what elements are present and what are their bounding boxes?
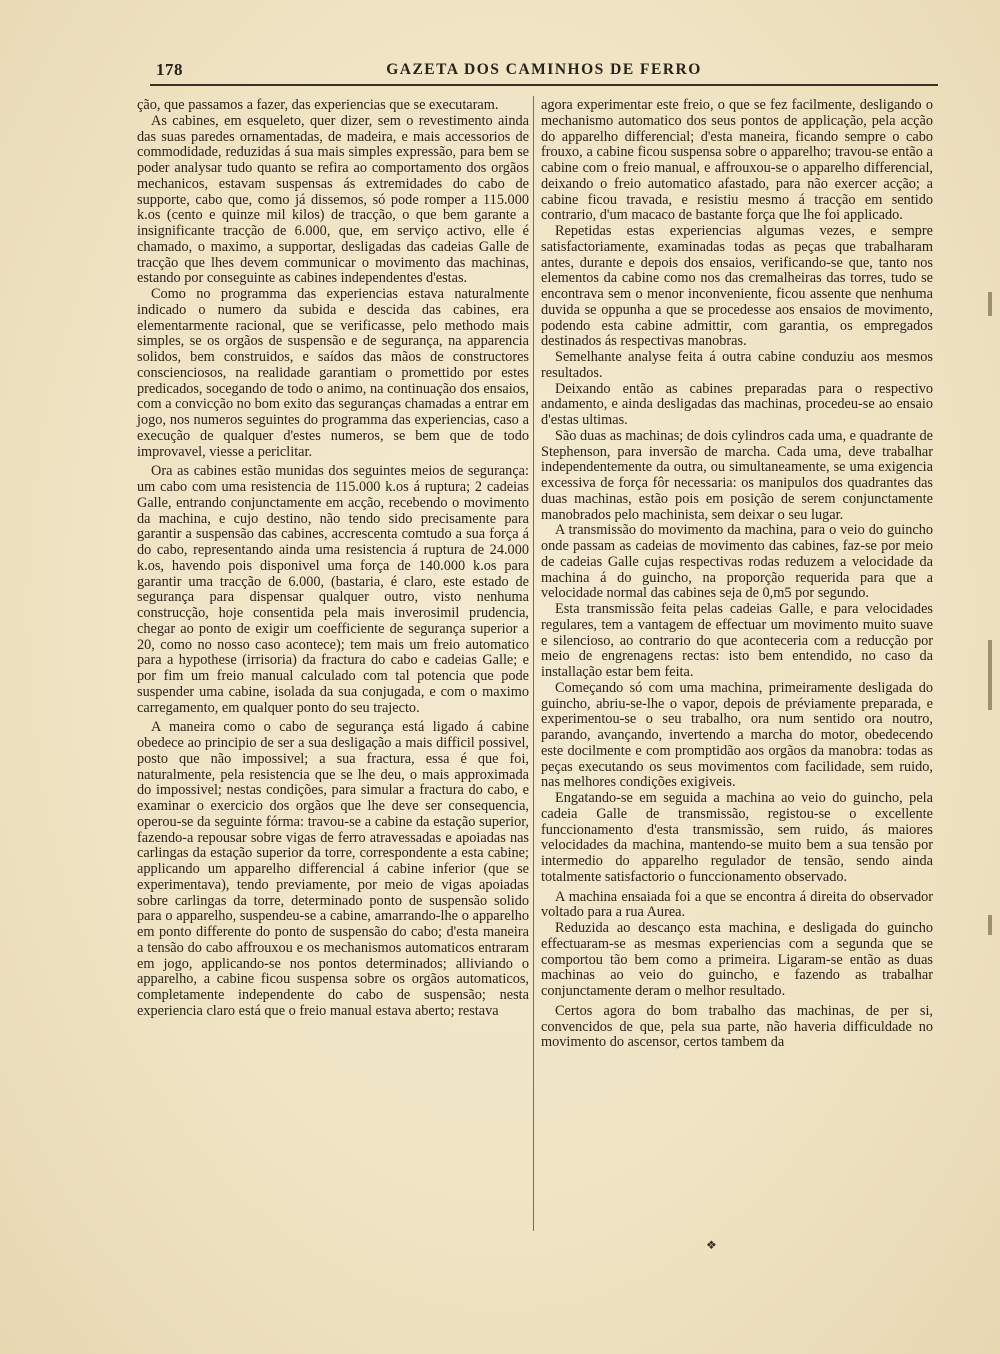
paragraph: agora experimentar este freio, o que se fez facilmente, desligando o mechanismo automatico dos seus pontos de applicação, pela acção do apparelho differencial; d'esta maneira, ficando sempre o cabo frouxo, a cabine ficou suspensa sobre o apparelho; travou-se então a cabine com o freio manual, e affrouxou-se o apparelho differencial, deixando o freio automatico afastado, para não exercer acção; a cabine ficou travada, e resistiu mesmo á tracção em sentido contrario, d'um macaco de bastante força que lhe foi applicado. — [541, 97, 933, 224]
paragraph: A maneira como o cabo de segurança está ligado á cabine obedece ao principio de ser a sua desligação a mais difficil possivel, posto que não impossivel; a sua fractura, essa é que foi, naturalmente, pela resistencia que se lhe deu, o mais approximada do impossivel; nestas condições, para simular a fractura do cabo, e examinar o exercicio dos orgãos que lhe deve ser consequencia, operou-se da seguinte fórma: travou-se a cabine da estação superior, fazendo-a repousar sobre vigas de ferro atravessadas e apoiadas nas carlingas da estação superior da torre, correspondente a esta cabine; applicando um apparelho differencial á cabine inferior (que se experimentava), tendo previamente, por meio de vigas apoiadas sobre carlingas da torre, determinado ponto de suspensão solido para o apparelho, suspendeu-se a cabine, amarrando-lhe o apparelho em ponto differente do ponto de suspensão do cabo; d'esta maneira a tensão do cabo affrouxou e os mechanismos automaticos entraram em jogo, applicando-se nos pontos determinados; alliviando o apparelho, a cabine ficou suspensa sobre os orgãos automaticos, completamente independente do cabo de suspensão; nesta experiencia claro está que o freio manual estava aberto; restava — [137, 719, 529, 1019]
header-rule — [150, 84, 938, 86]
column-divider — [533, 96, 534, 1231]
paragraph: Ora as cabines estão munidas dos seguintes meios de segurança: um cabo com uma resistencia de 115.000 k.os á ruptura; 2 cadeias Galle, entrando conjunctamente em acção, recebendo o movimento da machina, e cujo destino, não tendo sido precisamente para garantir a suspensão das cabines, accrescenta comtudo a sua força á do cabo, representando ainda uma resistencia á ruptura de 24.000 k.os, havendo pois disponivel uma força de 140.000 k.os para garantir uma tracção de 6.000, (bastaria, é claro, este estado de segurança para dispensar qualquer outro, visto nenhuma construcção, hoje consentida pela mais inverosimil prudencia, chegar ao ponto de exigir um coefficiente de segurança superior a 20, como no nosso caso acontece); tem mais um freio automatico para a hypothese (irrisoria) da fractura do cabo e cadeias Galle; e por fim um freio manual calculado com tal potencia que pode suspender uma cabine, isolada da sua conjugada, e com o maximo carregamento, em qualquer ponto do seu trajecto. — [137, 463, 529, 716]
journal-title: GAZETA DOS CAMINHOS DE FERRO — [386, 61, 702, 78]
page-edge-mark — [988, 915, 992, 935]
paragraph: Certos agora do bom trabalho das machinas, de per si, convencidos de que, pela sua parte, não haveria difficuldade no movimento do ascensor, certos tambem da — [541, 1002, 933, 1051]
page-number: 178 — [156, 60, 183, 79]
paragraph: Engatando-se em seguida a machina ao veio do guincho, pela cadeia Galle de transmissão, registou-se o excellente funccionamento d'esta transmissão, sem ruido, ás maiores velocidades da machina, mantendo-se muito bem a sua tensão por intermedio do apparelho regulador de tensão, sendo ainda totalmente satisfactorio o funccionamento observado. — [541, 790, 933, 885]
paragraph: Semelhante analyse feita á outra cabine conduziu aos mesmos resultados. — [541, 349, 933, 381]
paragraph: As cabines, em esqueleto, quer dizer, sem o revestimento ainda das suas paredes ornamentadas, de madeira, e mais accessorios de commodidade, reduzidas á sua mais simples expressão, para bem se poder analysar tudo quanto se refira ao comportamento dos orgãos mechanicos, estavam suspensas ás extremidades do cabo de supporte, cabo que, como já dissemos, só pode romper a 115.000 k.os (cento e quinze mil kilos) de tracção, o que bem garante a insignificante tracção de 6.000, que, em serviço activo, elle é chamado, o maximo, a supportar, desligadas das cadeias Galle de tracção que lhes devem communicar o movimento das machinas, estando por conseguinte as cabines independentes d'estas. — [137, 112, 529, 287]
paragraph: Repetidas estas experiencias algumas vezes, e sempre satisfactoriamente, examinadas todas as peças que trabalharam antes, durante e depois dos ensaios, verificando-se que, tanto nos elementos da cabine como nos das cremalheiras das torres, tudo se encontrava sem o menor inconveniente, ficou assente que nenhuma duvida se oppunha a que se procedesse aos ensaios de movimento, podendo esta cabine admittir, com garantia, os empregados destinados ás respectivas manobras. — [541, 223, 933, 350]
right-column — [541, 98, 933, 1051]
paragraph: ção, que passamos a fazer, das experiencias que se executaram. — [137, 97, 499, 113]
page-edge-mark — [988, 640, 992, 710]
paragraph: Como no programma das experiencias estava naturalmente indicado o numero da subida e descida das cabines, era elementarmente racional, que se verificasse, pelo methodo mais simples, se os orgãos de suspensão e de segurança, na apparencia solidos, bem construidos, e saídos das mãos de constructores conscienciosos, na realidade garantiam o promettido por estes predicados, socegando de todo o animo, na continuação dos ensaios, com a convicção no bom exito das seguranças chamadas a entrar em jogo, nos numeros seguintes do programma das experiencias, caso a execução de qualquer d'estes numeros, se bem que de todo improvavel, viesse a periclitar. — [137, 286, 529, 460]
paragraph: A machina ensaiada foi a que se encontra á direita do observador voltado para a rua Aurea. — [541, 888, 933, 921]
paragraph: Começando só com uma machina, primeiramente desligada do guincho, abriu-se-lhe o vapor, depois de préviamente preparada, e experimentou-se o seu trabalho, ora num sentido ora noutro, parando, avançando, invertendo a marcha do motor, obedecendo este docilmente e com promptidão aos orgãos da manobra: todas as peças executando os seus movimentos com facilidade, sem ruido, nas melhores condições exigiveis. — [541, 679, 933, 791]
paragraph: São duas as machinas; de dois cylindros cada uma, e quadrante de Stephenson, para inversão de marcha. Cada uma, deve trabalhar independentemente da outra, ou simultaneamente, se uma exigencia excessiva de força fôr necessaria: os manipulos dos quadrantes das duas machinas, estão pois em posição de serem conjunctamente manobrados pelo machinista, sem deixar o seu lugar. — [541, 427, 933, 523]
left-column — [137, 98, 529, 1020]
page-header — [150, 60, 938, 82]
ornament-mark: ❖ — [706, 1238, 717, 1252]
page-edge-mark — [988, 292, 992, 316]
paragraph: Reduzida ao descanço esta machina, e desligada do guincho effectuaram-se as mesmas experiencias com a segunda que se comportou tão bem como a primeira. Ligaram-se então as duas machinas ao veio do guincho, e fazendo as trabalhar conjunctamente deram o melhor resultado. — [541, 920, 933, 999]
paragraph: Deixando então as cabines preparadas para o respectivo andamento, e ainda desligadas das machinas, procedeu-se ao ensaio d'estas ultimas. — [541, 380, 933, 428]
paragraph: Esta transmissão feita pelas cadeias Galle, e para velocidades regulares, tem a vantagem de effectuar um movimento muito suave e silencioso, ao contrario do que aconteceria com a reducção por meio de engrenagens rectas: isto bem entendido, no caso da installação estar bem feita. — [541, 601, 933, 680]
paragraph: A transmissão do movimento da machina, para o veio do guincho onde passam as cadeias de movimento das cabines, faz-se por meio de cadeias Galle cujas respectivas rodas reduzem a velocidade da machina á do guincho, na proporção requerida para que a velocidade normal das cabines seja de 0,m5 por segundo. — [541, 522, 933, 602]
